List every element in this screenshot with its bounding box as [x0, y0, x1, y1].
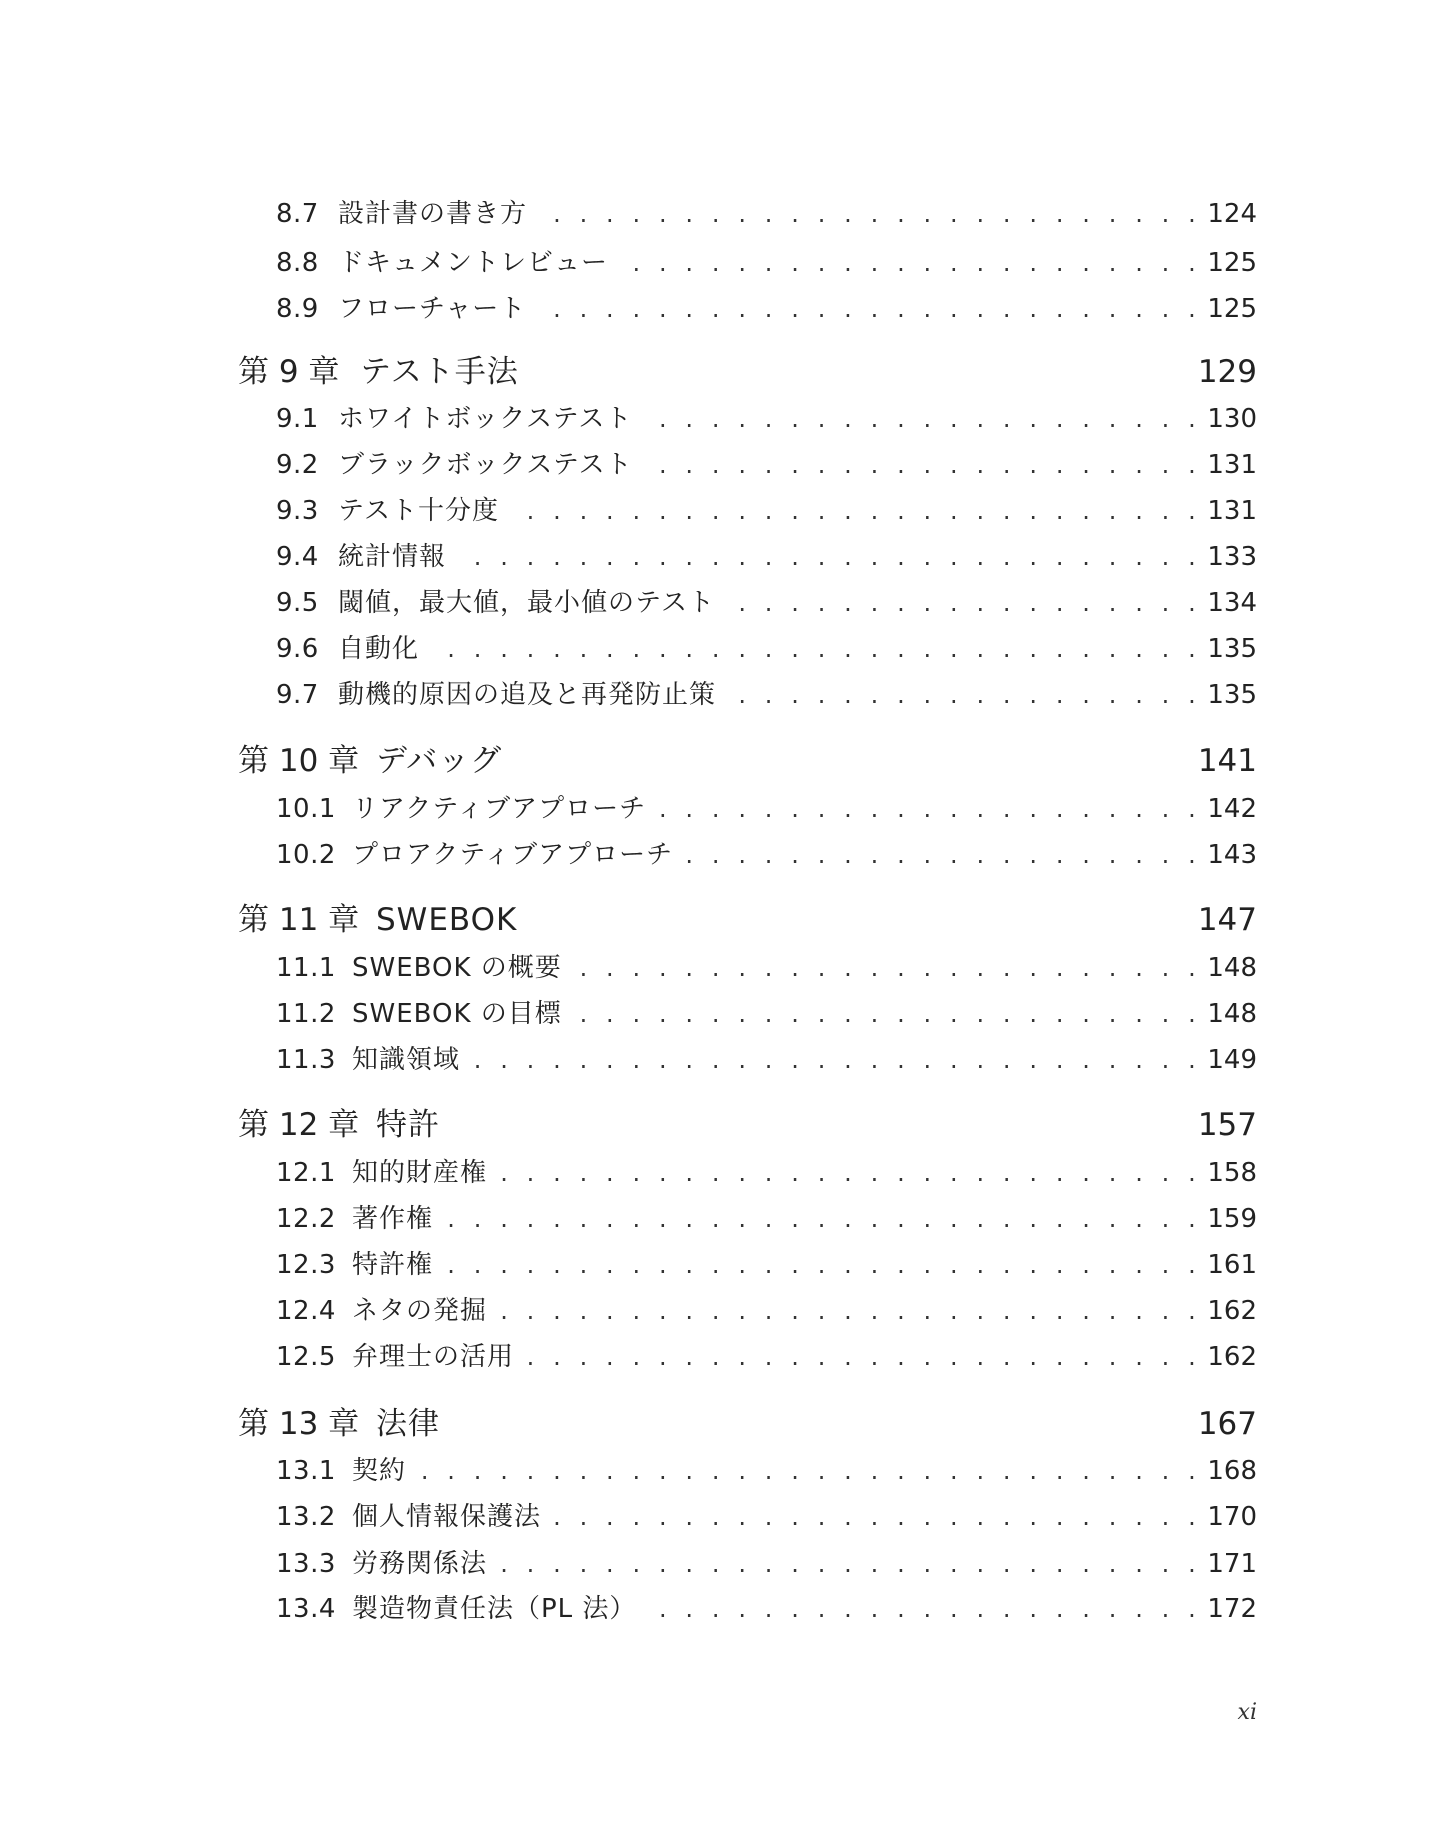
section-title: SWEBOK の概要	[352, 953, 562, 983]
section-title: テスト十分度	[338, 496, 499, 526]
toc-section-entry	[276, 1547, 1257, 1581]
dot-leader	[572, 997, 1202, 1031]
section-title: 知識領域	[352, 1045, 461, 1075]
section-number: 12.1	[276, 1158, 336, 1188]
dot-leader	[643, 448, 1202, 482]
toc-section-entry	[276, 402, 1257, 436]
toc-chapter-entry	[238, 1105, 1257, 1145]
toc-section-entry	[276, 1156, 1257, 1190]
section-title: 設計書の書き方	[338, 199, 528, 229]
page-number: 147	[1197, 902, 1257, 938]
dot-leader	[429, 632, 1201, 666]
section-title: 著作権	[352, 1204, 434, 1234]
dot-leader	[646, 1592, 1201, 1626]
page-folio: xi	[1237, 1700, 1257, 1725]
page-number: 133	[1207, 542, 1257, 572]
dot-leader	[537, 197, 1201, 231]
toc-section-entry	[276, 1202, 1257, 1236]
section-title: ドキュメントレビュー	[338, 248, 609, 278]
toc-section-entry	[276, 1248, 1257, 1282]
section-number: 11.1	[276, 953, 336, 983]
section-title: 弁理士の活用	[352, 1342, 515, 1372]
dot-leader	[443, 1248, 1201, 1282]
section-title: 閾値，最大値，最小値のテスト	[338, 588, 715, 618]
toc-section-entry	[276, 494, 1257, 528]
page-number: 135	[1207, 634, 1257, 664]
dot-leader	[572, 951, 1202, 985]
section-number: 12.2	[276, 1204, 336, 1234]
page-number: 158	[1207, 1158, 1257, 1188]
chapter-title: デバッグ	[376, 743, 503, 779]
section-title: 製造物責任法（PL 法）	[352, 1594, 637, 1624]
dot-leader	[497, 1156, 1201, 1190]
section-number: 12.5	[276, 1342, 336, 1372]
page-number: 141	[1197, 743, 1257, 779]
dot-leader	[497, 1547, 1201, 1581]
toc-section-entry	[276, 1340, 1257, 1374]
section-number: 13.2	[276, 1502, 336, 1532]
dot-leader	[618, 246, 1201, 280]
chapter-title: 特許	[376, 1107, 440, 1143]
chapter-number: 第 11 章	[238, 902, 360, 938]
toc-section-entry	[276, 292, 1257, 326]
dot-leader	[536, 292, 1201, 326]
page-number: 159	[1207, 1204, 1257, 1234]
page-number: 161	[1207, 1250, 1257, 1280]
chapter-number: 第 9 章	[238, 354, 340, 390]
toc-section-entry	[276, 1294, 1257, 1328]
dot-leader	[524, 1340, 1201, 1374]
toc-section-entry	[276, 540, 1257, 574]
dot-leader	[470, 1043, 1201, 1077]
section-number: 9.1	[276, 404, 319, 434]
page-number: 172	[1207, 1594, 1257, 1624]
section-title: フローチャート	[338, 294, 527, 324]
page-number: 170	[1207, 1502, 1257, 1532]
dot-leader	[683, 838, 1201, 872]
page-number: 131	[1207, 496, 1257, 526]
chapter-number: 第 12 章	[238, 1107, 360, 1143]
section-number: 9.6	[276, 634, 319, 664]
dot-leader	[642, 402, 1201, 436]
toc-section-entry	[276, 792, 1257, 826]
section-number: 9.7	[276, 680, 319, 710]
page-number: 148	[1207, 953, 1257, 983]
page-number: 131	[1207, 450, 1257, 480]
section-number: 9.5	[276, 588, 319, 618]
toc-section-entry	[276, 1454, 1257, 1488]
dot-leader	[497, 1294, 1201, 1328]
page-number: 134	[1207, 588, 1257, 618]
toc-chapter-entry	[238, 352, 1257, 392]
page-number: 124	[1207, 199, 1257, 229]
section-number: 9.2	[276, 450, 319, 480]
toc-section-entry	[276, 246, 1257, 280]
page-number: 125	[1207, 294, 1257, 324]
page-number: 148	[1207, 999, 1257, 1029]
toc-section-entry	[276, 586, 1257, 620]
page-number: 171	[1207, 1549, 1257, 1579]
dot-leader	[416, 1454, 1201, 1488]
page-number: 143	[1207, 840, 1257, 870]
chapter-title: テスト手法	[360, 354, 519, 390]
toc-chapter-entry	[238, 1404, 1257, 1444]
toc-section-entry	[276, 1043, 1257, 1077]
section-title: 自動化	[338, 634, 420, 664]
page-number: 157	[1197, 1107, 1257, 1143]
toc-section-entry	[276, 678, 1257, 712]
chapter-title: 法律	[376, 1406, 440, 1442]
page-number: 135	[1207, 680, 1257, 710]
section-title: 動機的原因の追及と再発防止策	[338, 680, 717, 710]
section-title: 個人情報保護法	[352, 1502, 542, 1532]
section-number: 9.4	[276, 542, 319, 572]
section-number: 8.7	[276, 199, 319, 229]
toc-section-entry	[276, 997, 1257, 1031]
toc-section-entry	[276, 197, 1257, 231]
page-number: 162	[1207, 1296, 1257, 1326]
section-number: 13.4	[276, 1594, 336, 1624]
section-title: ホワイトボックステスト	[338, 404, 633, 434]
chapter-number: 第 10 章	[238, 743, 360, 779]
dot-leader	[443, 1202, 1201, 1236]
dot-leader	[656, 792, 1201, 826]
page-number: 130	[1207, 404, 1257, 434]
toc-section-entry	[276, 1592, 1257, 1626]
page-number: 142	[1207, 794, 1257, 824]
page-number: 125	[1207, 248, 1257, 278]
section-title: ネタの発掘	[352, 1296, 488, 1326]
dot-leader	[456, 540, 1201, 574]
section-number: 11.3	[276, 1045, 336, 1075]
page-number: 129	[1197, 354, 1257, 390]
section-title: 統計情報	[338, 542, 447, 572]
section-number: 11.2	[276, 999, 336, 1029]
chapter-title: SWEBOK	[376, 902, 518, 938]
section-number: 12.3	[276, 1250, 336, 1280]
toc-section-entry	[276, 448, 1257, 482]
dot-leader	[726, 678, 1201, 712]
page-number: 168	[1207, 1456, 1257, 1486]
section-title: ブラックボックステスト	[338, 450, 633, 480]
section-number: 12.4	[276, 1296, 336, 1326]
section-title: プロアクティブアプローチ	[352, 840, 674, 870]
toc-chapter-entry	[238, 741, 1257, 781]
section-number: 8.9	[276, 294, 319, 324]
toc-section-entry	[276, 838, 1257, 872]
section-title: 特許権	[352, 1250, 434, 1280]
section-number: 9.3	[276, 496, 319, 526]
page-number: 149	[1207, 1045, 1257, 1075]
page-number: 167	[1197, 1406, 1257, 1442]
toc-section-entry	[276, 1500, 1257, 1534]
chapter-number: 第 13 章	[238, 1406, 360, 1442]
toc-section-entry	[276, 632, 1257, 666]
toc-chapter-entry	[238, 900, 1257, 940]
section-title: 知的財産権	[352, 1158, 488, 1188]
section-number: 8.8	[276, 248, 319, 278]
section-title: SWEBOK の目標	[352, 999, 562, 1029]
section-title: 契約	[352, 1456, 407, 1486]
section-title: リアクティブアプローチ	[352, 794, 647, 824]
section-title: 労務関係法	[352, 1549, 488, 1579]
section-number: 10.1	[276, 794, 336, 824]
page-number: 162	[1207, 1342, 1257, 1372]
toc-section-entry	[276, 951, 1257, 985]
section-number: 13.1	[276, 1456, 336, 1486]
section-number: 10.2	[276, 840, 336, 870]
dot-leader	[725, 586, 1201, 620]
section-number: 13.3	[276, 1549, 336, 1579]
dot-leader	[551, 1500, 1201, 1534]
dot-leader	[509, 494, 1201, 528]
